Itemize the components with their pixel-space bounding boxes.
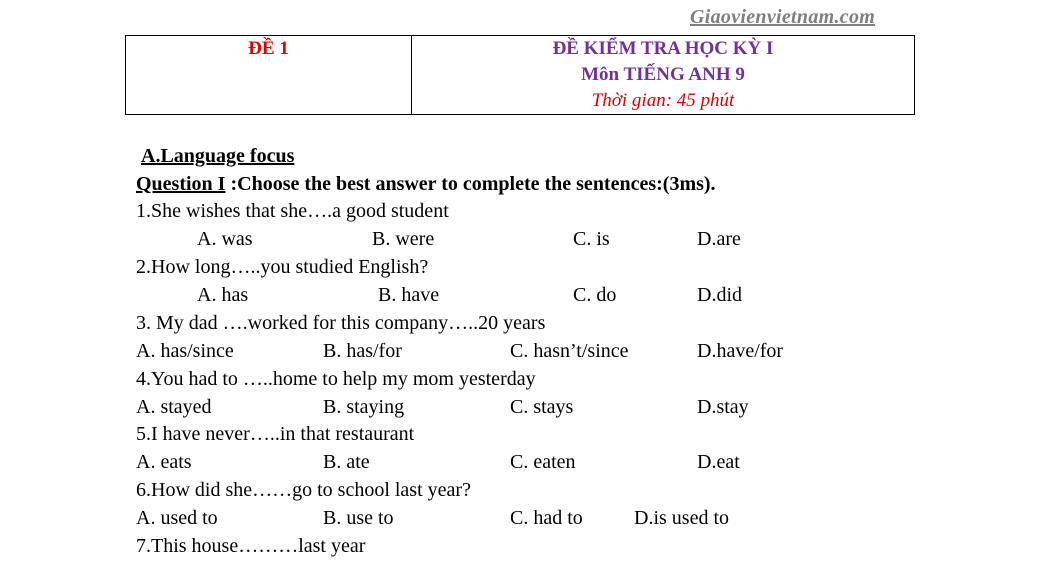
exam-title: ĐỀ KIỂM TRA HỌC KỲ I	[552, 38, 774, 59]
option: C. stays	[510, 396, 574, 418]
site-watermark: Giaovienvietnam.com	[690, 6, 876, 28]
option: A. eats	[136, 451, 192, 473]
option: C. eaten	[510, 451, 576, 473]
option: D.are	[697, 228, 741, 250]
option: C. do	[573, 284, 617, 306]
question-label: Question I	[136, 173, 226, 195]
option: B. have	[378, 284, 440, 306]
question-stem: 1.She wishes that she….a good student	[136, 200, 449, 222]
exam-number-cell	[126, 36, 412, 115]
question-stem: 5.I have never…..in that restaurant	[136, 423, 415, 445]
option: D.have/for	[697, 340, 784, 362]
section-heading: A.Language focus	[141, 145, 295, 167]
option: D.eat	[697, 451, 740, 473]
option: A. has	[197, 284, 249, 306]
exam-title-cell	[412, 36, 915, 115]
option: A. stayed	[136, 396, 212, 418]
question-instruction: :Choose the best answer to complete the sentences:(3ms).	[225, 173, 716, 195]
exam-number: ĐỀ 1	[248, 38, 289, 59]
option: A. used to	[136, 507, 218, 529]
question-stem: 7.This house………last year	[136, 535, 366, 557]
option: B. has/for	[323, 340, 402, 362]
option: B. ate	[323, 451, 370, 473]
option: D.is used to	[634, 507, 729, 529]
option: A. was	[197, 228, 253, 250]
option: C. is	[573, 228, 610, 250]
option: B. staying	[323, 396, 405, 418]
question-stem: 3. My dad ….worked for this company…..20 years	[136, 312, 546, 334]
option: A. has/since	[136, 340, 234, 362]
option: D.did	[697, 284, 742, 306]
option: C. had to	[510, 507, 583, 529]
option: B. use to	[323, 507, 394, 529]
exam-header-table	[125, 35, 915, 115]
exam-duration: Thời gian: 45 phút	[591, 90, 735, 111]
exam-subject: Môn TIẾNG ANH 9	[581, 64, 745, 85]
question-heading	[136, 173, 716, 196]
option: B. were	[372, 228, 435, 250]
option: C. hasn’t/since	[510, 340, 629, 362]
question-stem: 2.How long…..you studied English?	[136, 256, 429, 278]
question-stem: 6.How did she……go to school last year?	[136, 479, 471, 501]
option: D.stay	[697, 396, 749, 418]
question-stem: 4.You had to …..home to help my mom yesterday	[136, 368, 536, 390]
